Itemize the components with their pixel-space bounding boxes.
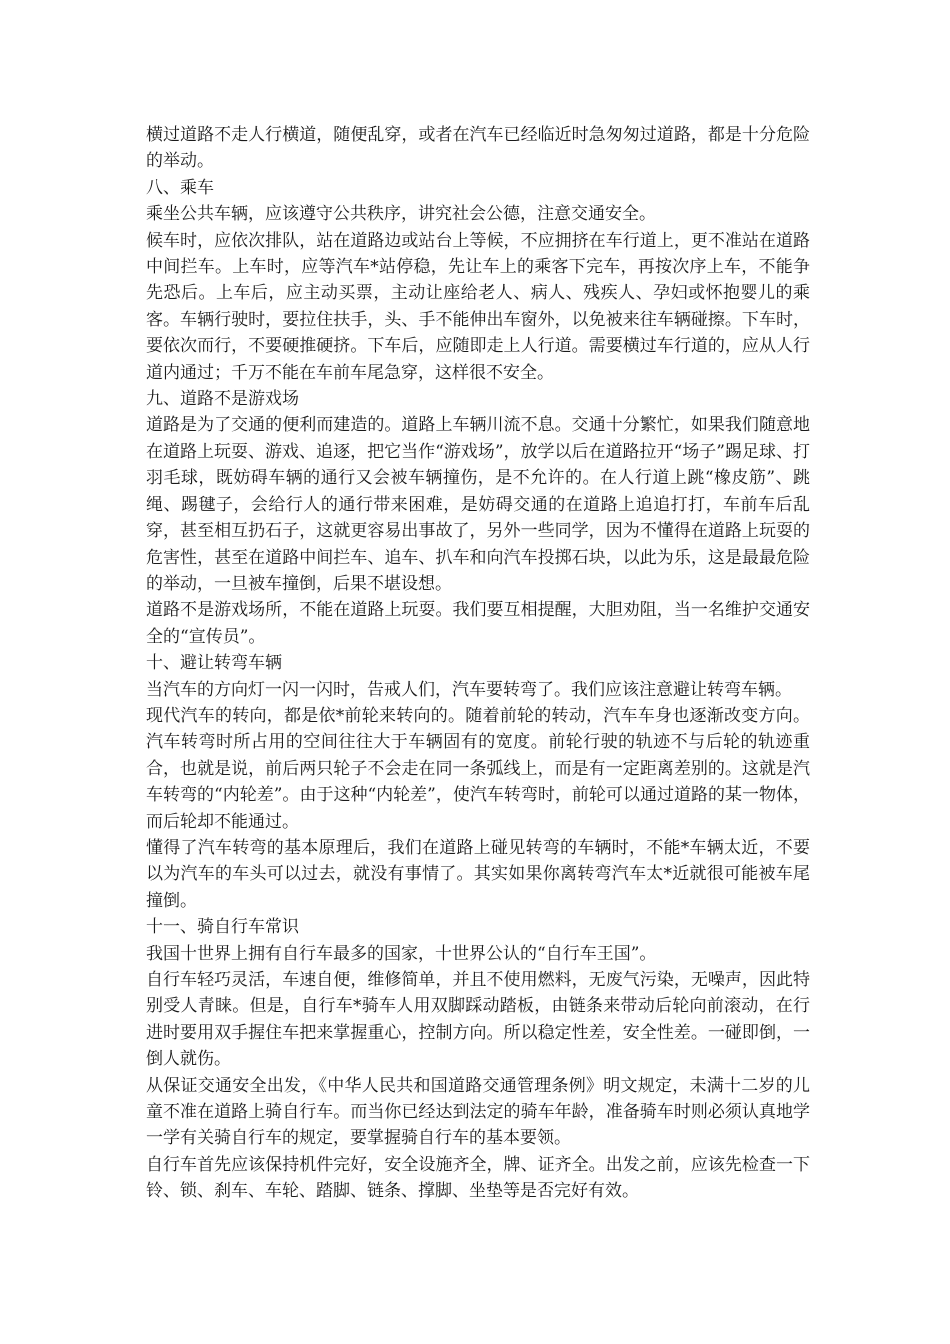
document-body <box>146 122 810 1205</box>
paragraph-bicycle-features: 自行车轻巧灵活，车速自便，维修简单，并且不使用燃料，无废气污染，无噪声，因此特别受人青睐。但是，自行车*骑车人用双脚踩动踏板，由链条来带动后轮向前滚动，在行进时要用双手握住车把来掌握重心，控制方向。所以稳定性差，安全性差。一碰即倒，一倒人就伤。 <box>146 970 810 1070</box>
paragraph-waiting-boarding: 候车时，应依次排队，站在道路边或站台上等候，不应拥挤在车行道上，更不准站在道路中间拦车。上车时，应等汽车*站停稳，先让车上的乘客下完车，再按次序上车，不能争先恐后。上车后，应主动买票，主动让座给老人、病人、残疾人、孕妇或怀抱婴儿的乘客。车辆行驶时，要拉住扶手，头、手不能伸出车窗外，以免被来往车辆碰擦。下车时，要依次而行，不要硬推硬挤。下车后，应随即走上人行道。需要横过车行道的，应从人行道内通过；千万不能在车前车尾急穿，这样很不安全。 <box>146 230 810 383</box>
paragraph-keep-distance: 懂得了汽车转弯的基本原理后，我们在道路上碰见转弯的车辆时，不能*车辆太近，不要以为汽车的车头可以过去，就没有事情了。其实如果你离转弯汽车太*近就很可能被车尾撞倒。 <box>146 837 810 911</box>
paragraph-bicycle-kingdom: 我国十世界上拥有自行车最多的国家，十世界公认的“自行车王国”。 <box>146 943 657 964</box>
paragraph-traffic-regulations: 从保证交通安全出发，《中华人民共和国道路交通管理条例》明文规定，未满十二岁的儿童不准在道路上骑自行车。而当你已经达到法定的骑车年龄，准备骑车时则必须认真地学一学有关骑自行车的规定，要掌握骑自行车的基本要领。 <box>146 1075 810 1149</box>
section-heading-8-riding-bus: 八、乘车 <box>146 177 214 198</box>
paragraph-inner-wheel-difference: 现代汽车的转向，都是依*前轮来转向的。随着前轮的转动，汽车车身也逐渐改变方向。汽车转弯时所占用的空间往往大于车辆固有的宽度。前轮行驶的轨迹不与后轮的轨迹重合，也就是说，前后两只轮子不会走在同一条弧线上，而是有一定距离差别的。这就是汽车转弯的“内轮差”。由于这种“内轮差”，使汽车转弯时，前轮可以通过道路的某一物体，而后轮却不能通过。 <box>146 705 810 832</box>
paragraph-crossing-road: 横过道路不走人行横道，随便乱穿，或者在汽车已经临近时急匆匆过道路，都是十分危险的举动。 <box>146 125 810 172</box>
section-heading-9-road-not-playground: 九、道路不是游戏场 <box>146 389 299 410</box>
paragraph-no-playing: 道路不是游戏场所，不能在道路上玩耍。我们要互相提醒，大胆劝阻，当一名维护交通安全的“宣传员”。 <box>146 600 810 647</box>
paragraph-public-order: 乘坐公共车辆，应该遵守公共秩序，讲究社会公德，注意交通安全。 <box>146 204 656 225</box>
section-heading-10-turning-vehicles: 十、避让转弯车辆 <box>146 653 282 674</box>
paragraph-turn-signal: 当汽车的方向灯一闪一闪时，告戒人们，汽车要转弯了。我们应该注意避让转弯车辆。 <box>146 679 792 700</box>
paragraph-bicycle-check: 自行车首先应该保持机件完好，安全设施齐全，牌、证齐全。出发之前，应该先检查一下铃、锁、刹车、车轮、踏脚、链条、撑脚、坐垫等是否完好有效。 <box>146 1154 810 1202</box>
paragraph-road-purpose: 道路是为了交通的便利而建造的。道路上车辆川流不息。交通十分繁忙，如果我们随意地在道路上玩耍、游戏、追逐，把它当作“游戏场”，放学以后在道路拉开“场子”踢足球、打羽毛球，既妨碍车辆的通行又会被车辆撞伤，是不允许的。在人行道上跳“橡皮筋”、跳绳、踢毽子，会给行人的通行带来困难，是妨碍交通的在道路上追追打打，车前车后乱穿，甚至相互扔石子，这就更容易出事故了，另外一些同学，因为不懂得在道路上玩耍的危害性，甚至在道路中间拦车、追车、扒车和向汽车投掷石块，以此为乐，这是最最危险的举动，一旦被车撞倒，后果不堪设想。 <box>146 415 810 594</box>
section-heading-11-bicycle: 十一、骑自行车常识 <box>146 917 299 938</box>
